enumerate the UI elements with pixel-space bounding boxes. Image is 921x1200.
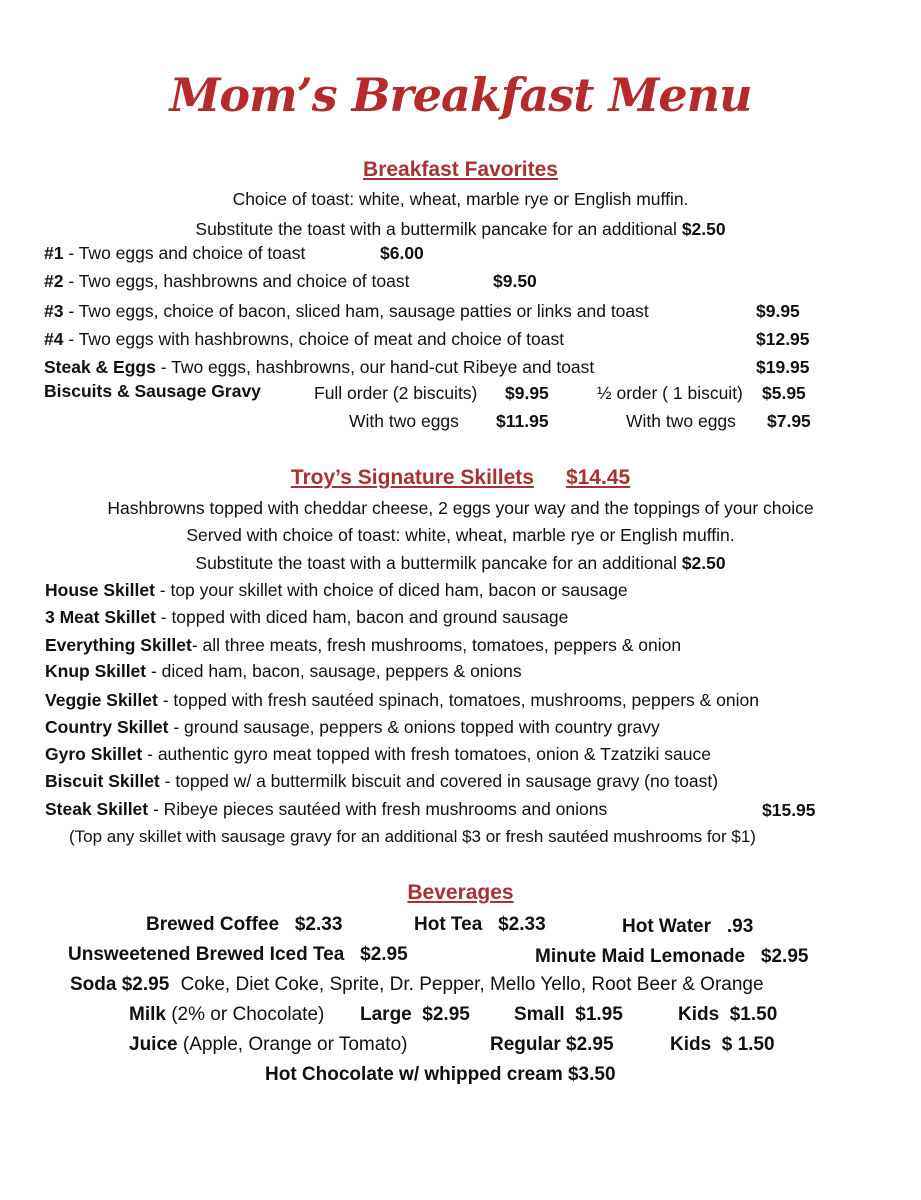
item-name: House Skillet	[45, 580, 155, 600]
item-desc: - topped w/ a buttermilk biscuit and covered in sausage gravy (no toast)	[159, 771, 719, 791]
hot-chocolate: Hot Chocolate w/ whipped cream $3.50	[265, 1064, 616, 1085]
skillet-item	[45, 770, 718, 792]
item-name: #3	[44, 301, 64, 321]
menu-item	[44, 328, 564, 350]
skillet-item	[45, 660, 522, 682]
substitute-note-text: Substitute the toast with a buttermilk pancake for an additional	[195, 553, 677, 573]
skillet-item	[45, 579, 628, 601]
milk-small: Small $1.95	[514, 1004, 623, 1025]
item-desc: - Two eggs, hashbrowns, our hand-cut Ribeye and toast	[155, 357, 595, 377]
item-desc: - topped with fresh sautéed spinach, tomatoes, mushrooms, peppers & onion	[157, 690, 759, 710]
juice-regular: Regular $2.95	[490, 1034, 614, 1055]
item-name: Everything Skillet	[45, 635, 192, 655]
item-name: Steak Skillet	[45, 799, 149, 819]
biscuits-full-label: Full order (2 biscuits)	[314, 383, 478, 403]
skillet-item	[45, 716, 660, 738]
item-name: #2	[44, 271, 64, 291]
biscuits-half-eggs-price: $7.95	[767, 411, 811, 431]
menu-item	[44, 356, 594, 378]
skillet-item	[45, 689, 759, 711]
biscuits-name: Biscuits & Sausage Gravy	[44, 381, 261, 401]
substitute-price: $2.50	[681, 553, 726, 573]
biscuits-half-label: ½ order ( 1 biscuit)	[597, 383, 743, 403]
item-price: $6.00	[380, 243, 424, 263]
milk-note: (2% or Chocolate)	[171, 1004, 325, 1025]
skillet-item	[45, 634, 681, 656]
item-desc: - Ribeye pieces sautéed with fresh mushrooms and onions	[148, 799, 608, 819]
biscuits-full-eggs-label: With two eggs	[349, 411, 459, 431]
juice-kids: Kids $ 1.50	[670, 1034, 775, 1055]
hot-tea: Hot Tea $2.33	[414, 914, 546, 935]
skillet-item	[45, 798, 607, 820]
item-price: $12.95	[756, 329, 810, 349]
biscuits-half-eggs-label: With two eggs	[626, 411, 736, 431]
item-desc: - Two eggs and choice of toast	[63, 243, 306, 263]
biscuits-full-eggs-price: $11.95	[496, 411, 549, 431]
item-desc: - diced ham, bacon, sausage, peppers & onions	[146, 661, 522, 681]
item-name: Steak & Eggs	[44, 357, 156, 377]
brewed-coffee: Brewed Coffee $2.33	[146, 914, 343, 935]
section-heading-beverages: Beverages	[407, 881, 514, 904]
skillets-heading-price: $14.45	[565, 466, 631, 489]
item-desc: - top your skillet with choice of diced ham, bacon or sausage	[154, 580, 628, 600]
toast-note: Choice of toast: white, wheat, marble rye or English muffin.	[232, 189, 689, 209]
soda-list: Coke, Diet Coke, Sprite, Dr. Pepper, Mello Yello, Root Beer & Orange	[180, 974, 764, 995]
item-desc: - Two eggs, choice of bacon, sliced ham, sausage patties or links and toast	[63, 301, 649, 321]
item-name: Country Skillet	[45, 717, 169, 737]
milk-label: Milk	[129, 1004, 166, 1025]
item-desc: - Two eggs with hashbrowns, choice of meat and choice of toast	[63, 329, 565, 349]
item-name: Biscuit Skillet	[45, 771, 160, 791]
skillets-footnote: (Top any skillet with sausage gravy for an additional $3 or fresh sautéed mushrooms for $1)	[69, 827, 756, 846]
iced-tea: Unsweetened Brewed Iced Tea $2.95	[68, 944, 408, 965]
item-desc: - Two eggs, hashbrowns and choice of toast	[63, 271, 410, 291]
skillets-substitute-note	[0, 552, 921, 574]
milk-line	[129, 1004, 324, 1026]
substitute-note	[0, 218, 921, 240]
steak-skillet-price: $15.95	[762, 800, 816, 820]
item-name: #1	[44, 243, 64, 263]
item-name: Gyro Skillet	[45, 744, 143, 764]
substitute-note-text: Substitute the toast with a buttermilk pancake for an additional	[195, 219, 677, 239]
skillets-heading-text: Troy’s Signature Skillets	[290, 466, 534, 489]
hot-water: Hot Water .93	[622, 916, 754, 937]
item-price: $9.50	[493, 271, 537, 291]
item-name: Knup Skillet	[45, 661, 147, 681]
skillets-desc: Hashbrowns topped with cheddar cheese, 2 eggs your way and the toppings of your choice	[107, 498, 814, 518]
lemonade: Minute Maid Lemonade $2.95	[535, 946, 809, 967]
menu-item	[44, 270, 409, 292]
juice-line	[129, 1034, 407, 1056]
menu-item	[44, 242, 305, 264]
juice-label: Juice	[129, 1034, 178, 1055]
item-name: #4	[44, 329, 64, 349]
soda-line	[70, 974, 764, 996]
skillet-item	[45, 606, 568, 628]
skillets-toast-note: Served with choice of toast: white, wheat, marble rye or English muffin.	[186, 525, 735, 545]
juice-note: (Apple, Orange or Tomato)	[182, 1034, 408, 1055]
item-desc: - topped with diced ham, bacon and ground sausage	[155, 607, 569, 627]
section-heading-favorites: Breakfast Favorites	[363, 158, 558, 181]
section-heading-skillets	[0, 466, 921, 490]
item-desc: - ground sausage, peppers & onions topped with country gravy	[168, 717, 660, 737]
biscuits-full-price: $9.95	[505, 383, 549, 403]
skillet-item	[45, 743, 711, 765]
milk-kids: Kids $1.50	[678, 1004, 778, 1025]
menu-title: Mom’s Breakfast Menu	[169, 68, 752, 122]
biscuits-half-price: $5.95	[762, 383, 806, 403]
menu-item	[44, 300, 649, 322]
item-price: $19.95	[756, 357, 810, 377]
milk-large: Large $2.95	[360, 1004, 470, 1025]
item-desc: - authentic gyro meat topped with fresh tomatoes, onion & Tzatziki sauce	[142, 744, 711, 764]
item-desc: - all three meats, fresh mushrooms, tomatoes, peppers & onion	[191, 635, 682, 655]
item-name: Veggie Skillet	[45, 690, 158, 710]
item-price: $9.95	[756, 301, 800, 321]
soda-label: Soda $2.95	[70, 974, 170, 995]
substitute-price: $2.50	[681, 219, 726, 239]
item-name: 3 Meat Skillet	[45, 607, 156, 627]
